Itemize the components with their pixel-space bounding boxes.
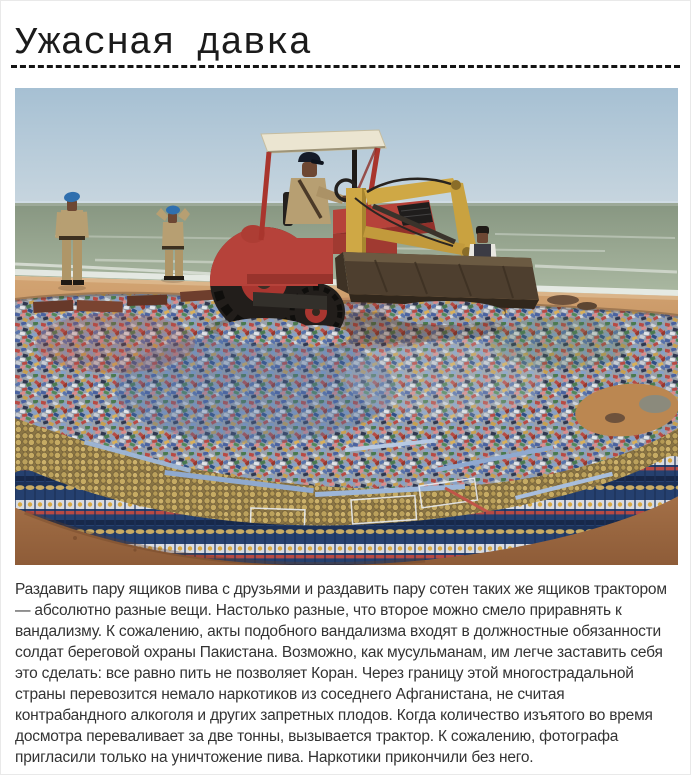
article-photo (15, 88, 678, 565)
beret-icon (166, 206, 180, 215)
loader-bucket (335, 252, 539, 309)
page-title: Ужасная давка (15, 22, 312, 65)
article-paragraph: Раздавить пару ящиков пива с друзьями и раздавить пару сотен таких же ящиков трактором — абсолютно разные вещи. Настолько разные, что второе можно смело приравнять к вандализму. К сожалению, акты подобного вандализма входят в должностные обязанности солдат береговой охраны Пакистана. Возможно, как мусульманам, им легче заставить себя это сделать: все равно пить не позволяет Коран. Через границу этой многострадальной страны перевозится немало наркотиков из соседнего Афганистана, не считая контрабандного алкоголя и других запретных плодов. Когда количество изъятого во время досмотра переваливает за две тонны, вызывается трактор. К сожалению, фотографа пригласили только на уничтожение пива. Наркотики прикончили без него. (15, 581, 667, 766)
photo-illustration (15, 88, 678, 565)
title-divider (11, 65, 680, 68)
